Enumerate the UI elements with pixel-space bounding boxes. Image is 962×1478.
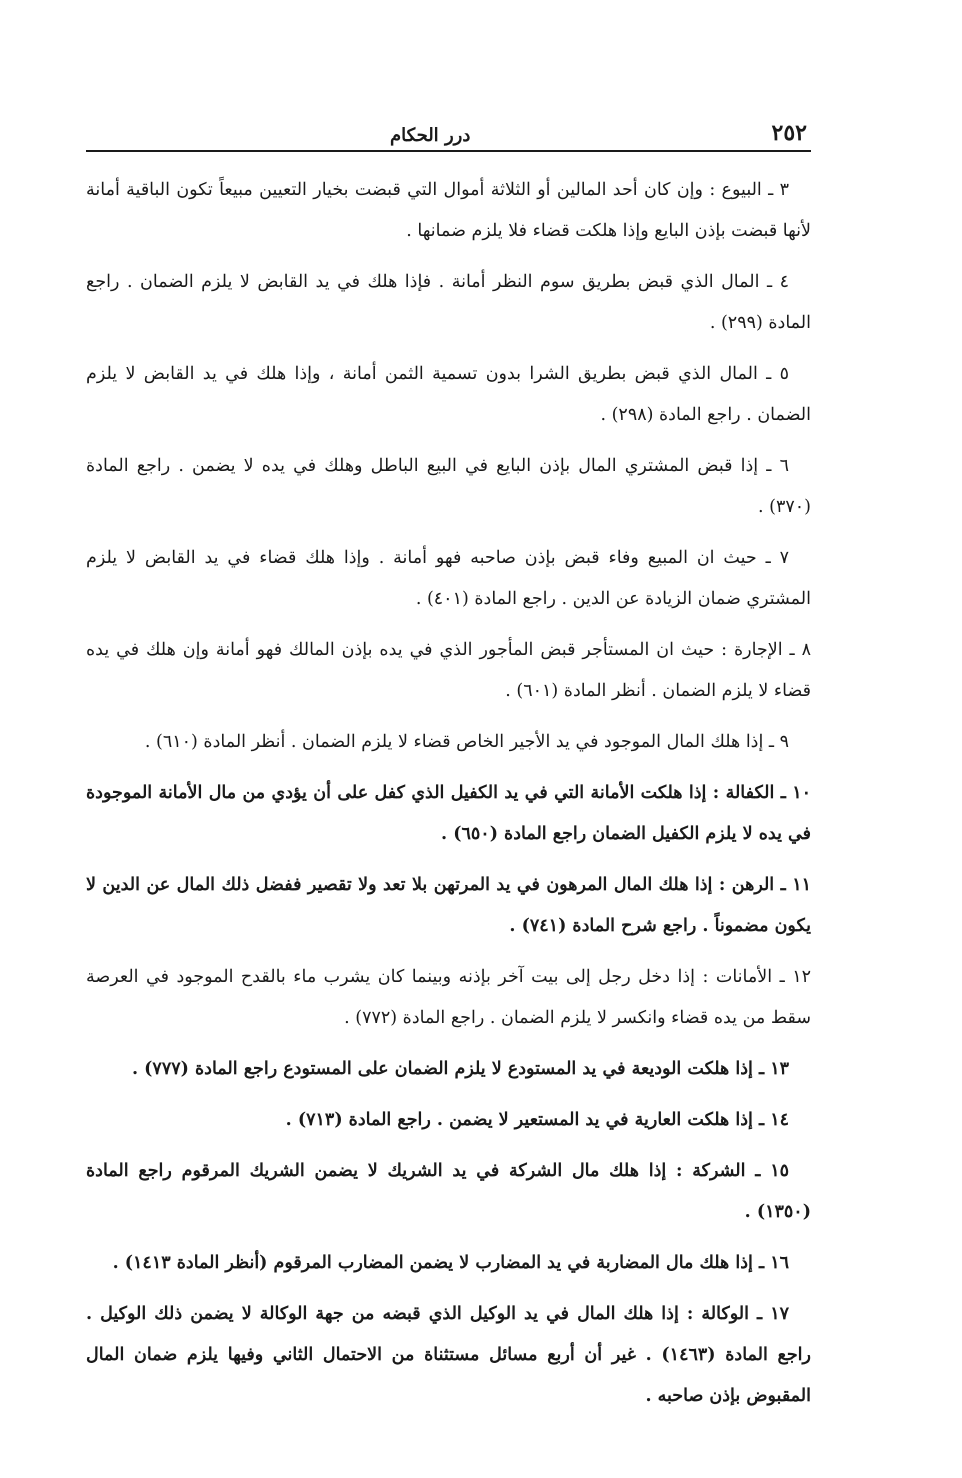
article-list: [86, 170, 811, 1417]
list-item: ١٥ ـ الشركة : إذا هلك مال الشركة في يد الشريك لا يضمن الشريك المرقوم راجع المادة (١٣٥٠) .: [86, 1161, 811, 1222]
page-number: ٢٥٢: [771, 120, 807, 146]
list-item: ١٧ ـ الوكالة : إذا هلك المال في يد الوكيل الذي قبضه من جهة الوكالة لا يضمن ذلك الوكيل . راجع المادة (١٤٦٣) . غير أن أربع مسائل مستثناة من الاحتمال الثاني وفيها يلزم ضمان المال المقبوض بإذن صاحبه .: [86, 1304, 811, 1406]
list-item: ١٠ ـ الكفالة : إذا هلكت الأمانة التي في يد الكفيل الذي كفل على أن يؤدي من مال الأمانة الموجودة في يده لا يلزم الكفيل الضمان راجع المادة (٦٥٠) .: [86, 783, 811, 844]
list-item: ٨ ـ الإجارة : حيث ان المستأجر قبض المأجور الذي في يده بإذن المالك فهو أمانة وإن هلك في يده قضاء لا يلزم الضمان . أنظر المادة (٦٠١) .: [86, 640, 811, 701]
list-item: ١٦ ـ إذا هلك مال المضاربة في يد المضارب لا يضمن المضارب المرقوم (أنظر المادة ١٤١٣) .: [112, 1253, 789, 1273]
list-item: ١٣ ـ إذا هلكت الوديعة في يد المستودع لا يلزم الضمان على المستودع راجع المادة (٧٧٧) .: [131, 1059, 789, 1079]
running-title: درر الحكام: [390, 125, 471, 146]
list-item: ٣ ـ البيوع : وإن كان أحد المالين أو الثلاثة أموال التي قبضت بخيار التعيين مبيعاً تكون الباقية أمانة لأنها قبضت بإذن البايع وإذا هلكت قضاء فلا يلزم ضمانها .: [86, 180, 811, 241]
document-page: [86, 112, 811, 1427]
list-item: ١٢ ـ الأمانات : إذا دخل رجل إلى بيت آخر بإذنه وبينما كان يشرب ماء بالقدح الموجود في العرصة سقط من يده قضاء وانكسر لا يلزم الضمان . راجع المادة (٧٧٢) .: [86, 967, 811, 1028]
list-item: ٩ ـ إذا هلك المال الموجود في يد الأجير الخاص قضاء لا يلزم الضمان . أنظر المادة (٦١٠) .: [144, 732, 789, 752]
list-item: ٥ ـ المال الذي قبض بطريق الشرا بدون تسمية الثمن أمانة ، وإذا هلك في يد القابض لا يلزم الضمان . راجع المادة (٢٩٨) .: [86, 364, 811, 425]
list-item: ١٤ ـ إذا هلكت العارية في يد المستعير لا يضمن . راجع المادة (٧١٣) .: [285, 1110, 789, 1130]
list-item: ٤ ـ المال الذي قبض بطريق سوم النظر أمانة . فإذا هلك في يد القابض لا يلزم الضمان . راجع المادة (٢٩٩) .: [86, 272, 811, 333]
list-item: ٧ ـ حيث ان المبيع وفاء قبض بإذن صاحبه فهو أمانة . وإذا هلك قضاء في يد القابض لا يلزم المشتري ضمان الزيادة عن الدين . راجع المادة (٤٠١) .: [86, 548, 811, 609]
list-item: ٦ ـ إذا قبض المشتري المال بإذن البايع في البيع الباطل وهلك في يده لا يضمن . راجع المادة (٣٧٠) .: [86, 456, 811, 517]
page-header: [86, 112, 811, 152]
list-item: ١١ ـ الرهن : إذا هلك المال المرهون في يد المرتهن بلا تعد ولا تقصير ففضل ذلك المال عن الدين لا يكون مضموناً . راجع شرح المادة (٧٤١) .: [86, 875, 811, 936]
